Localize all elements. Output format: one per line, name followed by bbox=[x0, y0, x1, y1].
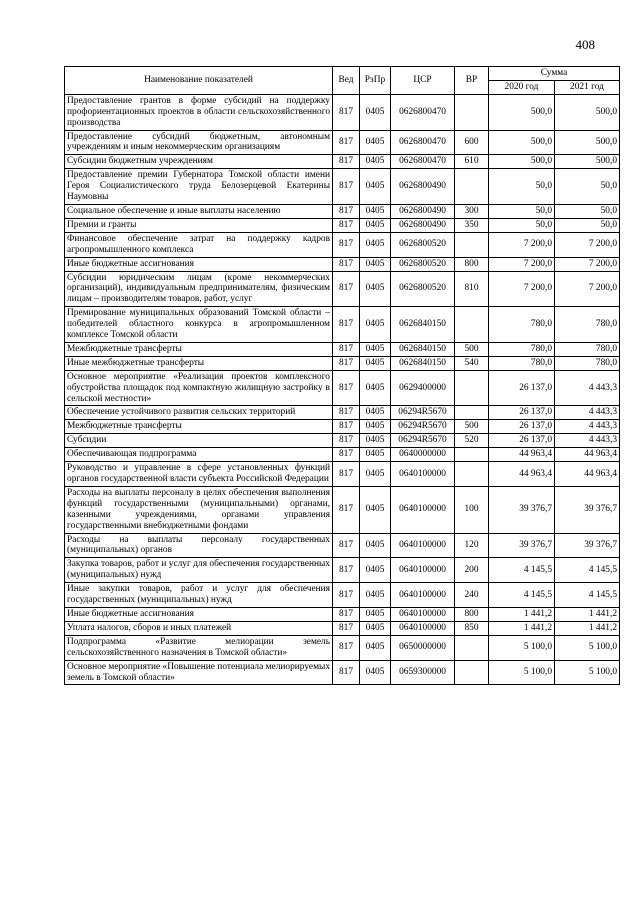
cell-sum-2020: 26 137,0 bbox=[489, 406, 555, 420]
cell-name: Межбюджетные трансферты bbox=[65, 342, 333, 356]
cell-sum-2020: 7 200,0 bbox=[489, 232, 555, 257]
cell-sum-2021: 780,0 bbox=[555, 356, 620, 370]
table-row bbox=[65, 420, 620, 434]
table-row bbox=[65, 448, 620, 462]
cell-csr: 0629400000 bbox=[391, 370, 455, 406]
cell-csr: 0640100000 bbox=[391, 533, 455, 558]
header-2020: 2020 год bbox=[489, 80, 555, 94]
cell-csr: 0626840150 bbox=[391, 342, 455, 356]
cell-sum-2020: 5 100,0 bbox=[489, 660, 555, 685]
cell-sum-2021: 4 443,3 bbox=[555, 370, 620, 406]
cell-sum-2020: 50,0 bbox=[489, 218, 555, 232]
table-row bbox=[65, 486, 620, 533]
cell-sum-2020: 50,0 bbox=[489, 204, 555, 218]
cell-sum-2020: 1 441,2 bbox=[489, 621, 555, 635]
cell-ved: 817 bbox=[333, 558, 360, 583]
table-row bbox=[65, 257, 620, 271]
cell-rzpr: 0405 bbox=[360, 342, 391, 356]
cell-rzpr: 0405 bbox=[360, 370, 391, 406]
cell-sum-2020: 4 145,5 bbox=[489, 558, 555, 583]
cell-rzpr: 0405 bbox=[360, 257, 391, 271]
cell-sum-2021: 500,0 bbox=[555, 130, 620, 155]
cell-csr: 06294R5670 bbox=[391, 434, 455, 448]
cell-vr: 500 bbox=[455, 420, 489, 434]
cell-vr bbox=[455, 448, 489, 462]
cell-ved: 817 bbox=[333, 130, 360, 155]
cell-sum-2020: 39 376,7 bbox=[489, 486, 555, 533]
table-row bbox=[65, 232, 620, 257]
cell-csr: 0650000000 bbox=[391, 635, 455, 660]
table-row bbox=[65, 533, 620, 558]
cell-sum-2021: 780,0 bbox=[555, 307, 620, 343]
cell-sum-2020: 500,0 bbox=[489, 155, 555, 169]
cell-rzpr: 0405 bbox=[360, 434, 391, 448]
cell-vr: 540 bbox=[455, 356, 489, 370]
cell-csr: 0626800490 bbox=[391, 169, 455, 205]
cell-sum-2020: 5 100,0 bbox=[489, 635, 555, 660]
cell-vr bbox=[455, 232, 489, 257]
cell-sum-2021: 5 100,0 bbox=[555, 635, 620, 660]
cell-vr: 610 bbox=[455, 155, 489, 169]
table-row bbox=[65, 406, 620, 420]
cell-sum-2021: 39 376,7 bbox=[555, 486, 620, 533]
header-ved: Вед bbox=[333, 67, 360, 95]
cell-sum-2020: 7 200,0 bbox=[489, 257, 555, 271]
cell-name: Иные межбюджетные трансферты bbox=[65, 356, 333, 370]
cell-vr: 600 bbox=[455, 130, 489, 155]
cell-vr: 300 bbox=[455, 204, 489, 218]
cell-sum-2021: 50,0 bbox=[555, 218, 620, 232]
cell-vr: 200 bbox=[455, 558, 489, 583]
cell-sum-2020: 44 963,4 bbox=[489, 448, 555, 462]
cell-name: Подпрограмма «Развитие мелиорации земель сельскохозяйственного назначения в Томской области» bbox=[65, 635, 333, 660]
cell-ved: 817 bbox=[333, 271, 360, 307]
cell-ved: 817 bbox=[333, 583, 360, 608]
cell-rzpr: 0405 bbox=[360, 448, 391, 462]
table-row bbox=[65, 94, 620, 130]
cell-rzpr: 0405 bbox=[360, 94, 391, 130]
header-csr: ЦСР bbox=[391, 67, 455, 95]
cell-rzpr: 0405 bbox=[360, 558, 391, 583]
cell-csr: 0626800490 bbox=[391, 218, 455, 232]
cell-csr: 0640100000 bbox=[391, 607, 455, 621]
cell-rzpr: 0405 bbox=[360, 204, 391, 218]
cell-name: Обеспечение устойчивого развития сельских территорий bbox=[65, 406, 333, 420]
cell-name: Основное мероприятие «Повышение потенциала мелиорируемых земель в Томской области» bbox=[65, 660, 333, 685]
cell-sum-2021: 5 100,0 bbox=[555, 660, 620, 685]
cell-vr: 120 bbox=[455, 533, 489, 558]
cell-ved: 817 bbox=[333, 420, 360, 434]
cell-rzpr: 0405 bbox=[360, 356, 391, 370]
cell-rzpr: 0405 bbox=[360, 621, 391, 635]
cell-vr: 810 bbox=[455, 271, 489, 307]
cell-rzpr: 0405 bbox=[360, 462, 391, 487]
cell-rzpr: 0405 bbox=[360, 169, 391, 205]
cell-csr: 0640100000 bbox=[391, 486, 455, 533]
cell-name: Иные бюджетные ассигнования bbox=[65, 257, 333, 271]
cell-vr: 500 bbox=[455, 342, 489, 356]
cell-ved: 817 bbox=[333, 218, 360, 232]
cell-csr: 0626800520 bbox=[391, 271, 455, 307]
cell-csr: 0640000000 bbox=[391, 448, 455, 462]
table-row bbox=[65, 155, 620, 169]
cell-name: Основное мероприятие «Реализация проектов комплексного обустройства площадок под компактную жилищную застройку в сельской местности» bbox=[65, 370, 333, 406]
cell-sum-2020: 26 137,0 bbox=[489, 434, 555, 448]
cell-ved: 817 bbox=[333, 155, 360, 169]
table-row bbox=[65, 370, 620, 406]
cell-ved: 817 bbox=[333, 406, 360, 420]
cell-vr bbox=[455, 169, 489, 205]
cell-sum-2021: 44 963,4 bbox=[555, 462, 620, 487]
cell-sum-2020: 780,0 bbox=[489, 356, 555, 370]
cell-ved: 817 bbox=[333, 94, 360, 130]
budget-table bbox=[64, 66, 620, 685]
table-row bbox=[65, 271, 620, 307]
header-sum: Сумма bbox=[489, 67, 620, 81]
cell-vr bbox=[455, 370, 489, 406]
header-name: Наименование показателей bbox=[65, 67, 333, 95]
cell-sum-2021: 1 441,2 bbox=[555, 607, 620, 621]
cell-rzpr: 0405 bbox=[360, 420, 391, 434]
cell-sum-2021: 500,0 bbox=[555, 155, 620, 169]
header-vr: ВР bbox=[455, 67, 489, 95]
table-row bbox=[65, 462, 620, 487]
cell-vr bbox=[455, 94, 489, 130]
cell-vr bbox=[455, 462, 489, 487]
cell-name: Иные закупки товаров, работ и услуг для обеспечения государственных (муниципальных) нужд bbox=[65, 583, 333, 608]
cell-vr: 100 bbox=[455, 486, 489, 533]
cell-sum-2020: 44 963,4 bbox=[489, 462, 555, 487]
cell-csr: 0659300000 bbox=[391, 660, 455, 685]
cell-ved: 817 bbox=[333, 232, 360, 257]
table-row bbox=[65, 169, 620, 205]
cell-ved: 817 bbox=[333, 533, 360, 558]
cell-sum-2021: 7 200,0 bbox=[555, 257, 620, 271]
cell-sum-2020: 26 137,0 bbox=[489, 420, 555, 434]
cell-sum-2020: 780,0 bbox=[489, 342, 555, 356]
cell-csr: 0640100000 bbox=[391, 583, 455, 608]
cell-csr: 0626840150 bbox=[391, 356, 455, 370]
table-row bbox=[65, 583, 620, 608]
cell-sum-2021: 7 200,0 bbox=[555, 232, 620, 257]
cell-vr: 350 bbox=[455, 218, 489, 232]
cell-vr: 800 bbox=[455, 257, 489, 271]
cell-sum-2020: 7 200,0 bbox=[489, 271, 555, 307]
cell-rzpr: 0405 bbox=[360, 533, 391, 558]
table-row bbox=[65, 607, 620, 621]
cell-ved: 817 bbox=[333, 462, 360, 487]
cell-sum-2020: 50,0 bbox=[489, 169, 555, 205]
cell-sum-2021: 50,0 bbox=[555, 169, 620, 205]
cell-name: Субсидии бюджетным учреждениям bbox=[65, 155, 333, 169]
cell-sum-2020: 39 376,7 bbox=[489, 533, 555, 558]
cell-vr bbox=[455, 307, 489, 343]
cell-name: Расходы на выплаты персоналу государственных (муниципальных) органов bbox=[65, 533, 333, 558]
cell-ved: 817 bbox=[333, 307, 360, 343]
cell-rzpr: 0405 bbox=[360, 406, 391, 420]
table-row bbox=[65, 356, 620, 370]
cell-vr: 520 bbox=[455, 434, 489, 448]
table-row bbox=[65, 342, 620, 356]
cell-ved: 817 bbox=[333, 448, 360, 462]
cell-sum-2020: 780,0 bbox=[489, 307, 555, 343]
cell-sum-2021: 44 963,4 bbox=[555, 448, 620, 462]
cell-vr bbox=[455, 635, 489, 660]
cell-ved: 817 bbox=[333, 370, 360, 406]
cell-csr: 0626840150 bbox=[391, 307, 455, 343]
table-row bbox=[65, 130, 620, 155]
cell-rzpr: 0405 bbox=[360, 307, 391, 343]
table-row bbox=[65, 204, 620, 218]
cell-name: Закупка товаров, работ и услуг для обеспечения государственных (муниципальных) нужд bbox=[65, 558, 333, 583]
cell-ved: 817 bbox=[333, 621, 360, 635]
cell-name: Обеспечивающая подпрограмма bbox=[65, 448, 333, 462]
cell-name: Предоставление премии Губернатора Томской области имени Героя Социалистического труда Белозерцевой Екатерины Наумовны bbox=[65, 169, 333, 205]
cell-ved: 817 bbox=[333, 486, 360, 533]
header-2021: 2021 год bbox=[555, 80, 620, 94]
cell-csr: 0626800490 bbox=[391, 204, 455, 218]
cell-rzpr: 0405 bbox=[360, 271, 391, 307]
cell-ved: 817 bbox=[333, 660, 360, 685]
cell-rzpr: 0405 bbox=[360, 130, 391, 155]
cell-name: Предоставление субсидий бюджетным, автономным учреждениям и иным некоммерческим организациям bbox=[65, 130, 333, 155]
cell-name: Премирование муниципальных образований Томской области – победителей областного конкурса в агропромышленном комплексе Томской области bbox=[65, 307, 333, 343]
cell-csr: 0640100000 bbox=[391, 621, 455, 635]
cell-csr: 0626800520 bbox=[391, 232, 455, 257]
cell-rzpr: 0405 bbox=[360, 607, 391, 621]
table-row bbox=[65, 307, 620, 343]
cell-name: Премии и гранты bbox=[65, 218, 333, 232]
cell-sum-2021: 4 145,5 bbox=[555, 583, 620, 608]
cell-sum-2021: 4 443,3 bbox=[555, 434, 620, 448]
cell-rzpr: 0405 bbox=[360, 232, 391, 257]
table-row bbox=[65, 558, 620, 583]
table-row bbox=[65, 635, 620, 660]
cell-sum-2021: 50,0 bbox=[555, 204, 620, 218]
cell-vr bbox=[455, 406, 489, 420]
cell-sum-2020: 500,0 bbox=[489, 130, 555, 155]
cell-rzpr: 0405 bbox=[360, 635, 391, 660]
cell-name: Руководство и управление в сфере установленных функций органов государственной власти субъекта Российской Федерации bbox=[65, 462, 333, 487]
cell-csr: 0626800470 bbox=[391, 94, 455, 130]
header-rzpr: РзПр bbox=[360, 67, 391, 95]
table-row bbox=[65, 621, 620, 635]
cell-vr: 240 bbox=[455, 583, 489, 608]
cell-ved: 817 bbox=[333, 257, 360, 271]
cell-vr bbox=[455, 660, 489, 685]
cell-ved: 817 bbox=[333, 342, 360, 356]
cell-sum-2021: 39 376,7 bbox=[555, 533, 620, 558]
cell-ved: 817 bbox=[333, 434, 360, 448]
cell-csr: 0626800520 bbox=[391, 257, 455, 271]
cell-name: Финансовое обеспечение затрат на поддержку кадров агропромышленного комплекса bbox=[65, 232, 333, 257]
cell-csr: 06294R5670 bbox=[391, 406, 455, 420]
cell-sum-2020: 500,0 bbox=[489, 94, 555, 130]
cell-name: Субсидии юридическим лицам (кроме некоммерческих организаций), индивидуальным предпринимателям, физическим лицам – производителям товаров, работ, услуг bbox=[65, 271, 333, 307]
cell-ved: 817 bbox=[333, 169, 360, 205]
cell-sum-2021: 4 443,3 bbox=[555, 406, 620, 420]
cell-sum-2021: 780,0 bbox=[555, 342, 620, 356]
cell-ved: 817 bbox=[333, 356, 360, 370]
table-row bbox=[65, 660, 620, 685]
cell-csr: 06294R5670 bbox=[391, 420, 455, 434]
cell-sum-2021: 7 200,0 bbox=[555, 271, 620, 307]
cell-name: Иные бюджетные ассигнования bbox=[65, 607, 333, 621]
cell-vr: 800 bbox=[455, 607, 489, 621]
cell-name: Социальное обеспечение и иные выплаты населению bbox=[65, 204, 333, 218]
cell-sum-2021: 500,0 bbox=[555, 94, 620, 130]
cell-csr: 0640100000 bbox=[391, 462, 455, 487]
cell-ved: 817 bbox=[333, 635, 360, 660]
cell-sum-2021: 4 443,3 bbox=[555, 420, 620, 434]
cell-csr: 0626800470 bbox=[391, 155, 455, 169]
cell-name: Расходы на выплаты персоналу в целях обеспечения выполнения функций государственными (муниципальными) органами, казенными учреждениями, органами управления государственными внебюджетными фондами bbox=[65, 486, 333, 533]
cell-sum-2021: 1 441,2 bbox=[555, 621, 620, 635]
cell-sum-2020: 26 137,0 bbox=[489, 370, 555, 406]
cell-ved: 817 bbox=[333, 607, 360, 621]
cell-name: Предоставление грантов в форме субсидий на поддержку профориентационных проектов в области сельскохозяйственного производства bbox=[65, 94, 333, 130]
cell-name: Субсидии bbox=[65, 434, 333, 448]
cell-name: Уплата налогов, сборов и иных платежей bbox=[65, 621, 333, 635]
table-row bbox=[65, 218, 620, 232]
cell-rzpr: 0405 bbox=[360, 218, 391, 232]
table-row bbox=[65, 434, 620, 448]
cell-csr: 0640100000 bbox=[391, 558, 455, 583]
cell-rzpr: 0405 bbox=[360, 486, 391, 533]
table-body bbox=[65, 94, 620, 685]
cell-ved: 817 bbox=[333, 204, 360, 218]
cell-rzpr: 0405 bbox=[360, 583, 391, 608]
cell-sum-2020: 4 145,5 bbox=[489, 583, 555, 608]
cell-sum-2021: 4 145,5 bbox=[555, 558, 620, 583]
cell-name: Межбюджетные трансферты bbox=[65, 420, 333, 434]
page-number: 408 bbox=[575, 37, 595, 52]
cell-rzpr: 0405 bbox=[360, 155, 391, 169]
cell-rzpr: 0405 bbox=[360, 660, 391, 685]
cell-vr: 850 bbox=[455, 621, 489, 635]
cell-csr: 0626800470 bbox=[391, 130, 455, 155]
cell-sum-2020: 1 441,2 bbox=[489, 607, 555, 621]
